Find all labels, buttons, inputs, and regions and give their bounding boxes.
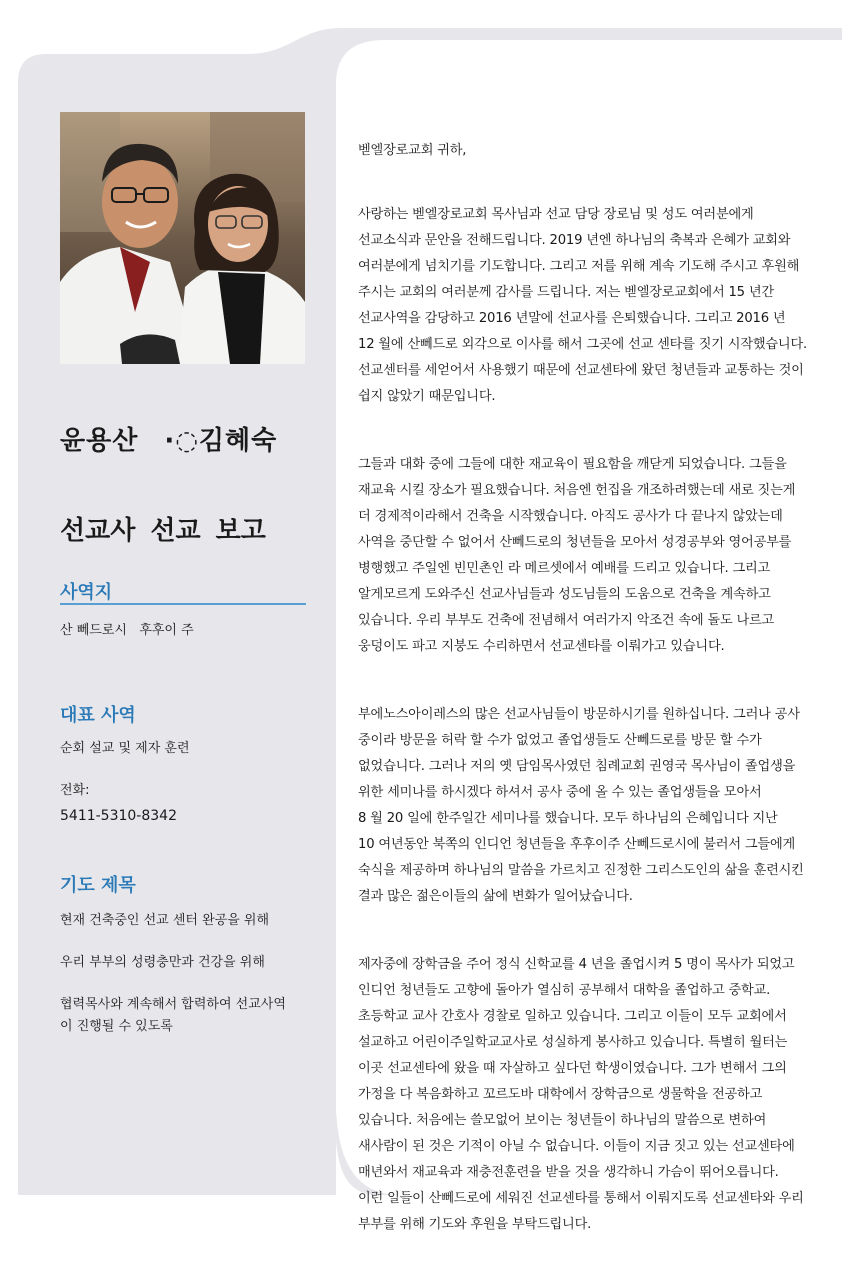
missionary-names [60, 420, 277, 457]
location-value: 산 뻬드로시 후후이 주 [60, 623, 194, 638]
phone-number: 5411-5310-8342 [60, 808, 177, 824]
letter-body [358, 112, 828, 1280]
letter-paragraph: 그들과 대화 중에 그들에 대한 재교육이 필요함을 깨닫게 되었습니다. 그들을 재교육 시킬 장소가 필요했습니다. 처음엔 헌집을 개조하려했는데 새로 짓는게 더 경제적이라해서 건축을 시작했습니다. 아직도 공사가 다 끝나지 않았는데 사역을 중단할 수 없어서 산뻬드로의 청년들을 모아서 성경공부와 영어공부를 병행했고 주일엔 빈민촌인 라 메르셋에서 예배를 드리고 있습니다. 그리고 알게모르게 도와주신 선교사님들과 성도님들의 도움으로 건축을 계속하고 있습니다. 우리 부부도 건축에 전념해서 여러가지 악조건 속에 돌도 나르고 웅덩이도 파고 지붕도 수리하면서 선교센타를 이뤄가고 있습니다. [358, 457, 796, 654]
missionary-couple-photo [60, 112, 305, 364]
prayer-item: 협력목사와 계속해서 합력하여 선교사역 이 진행될 수 있도록 [60, 997, 286, 1034]
letter-paragraph: 제자중에 장학금을 주어 정식 신학교를 4 년을 졸업시켜 5 명이 목사가 되었고 인디언 청년들도 고향에 돌아가 열심히 공부해서 대학을 졸업하고 중학교. 초등학교 교사 간호사 경찰로 일하고 있습니다. 그리고 이들이 모두 교회에서 설교하고 어린이주일학교교사로 성실하게 봉사하고 있습니다. 특별히 월터는 이곳 선교센타에 왔을 때 자살하고 싶다던 학생이였습니다. 그가 변해서 그의 가정을 다 복음화하고 꼬르도바 대학에서 장학금으로 생물학을 전공하고 있습니다. 처음에는 쓸모없어 보이는 청년들이 하나님의 말씀으로 변하여 새사람이 된 것은 기적이 아닐 수 없습니다. 이들이 지금 짓고 있는 선교센타에 매년와서 재교육과 재충전훈련을 받을 것을 생각하니 가슴이 뛰어오릅니다. 이런 일들이 산뻬드로에 세워진 선교센타를 통해서 이뤄지도록 선교센타와 우리 부부를 위해 기도와 후원을 부탁드립니다. [358, 957, 804, 1232]
letter-salutation: 벧엘장로교회 귀하, [358, 143, 467, 158]
ministry-value: 순회 설교 및 제자 훈련 [60, 741, 190, 756]
name-husband: 윤용산 [60, 426, 139, 456]
name-wife: ·◌김혜숙 [164, 426, 278, 456]
section-title-location: 사역지 [60, 582, 113, 603]
prayer-item: 현재 건축중인 선교 센터 완공을 위해 [60, 913, 270, 928]
phone-label: 전화: [60, 783, 90, 798]
section-title-prayer: 기도 제목 [60, 875, 136, 896]
section-divider [60, 603, 306, 605]
letter-paragraph: 사랑하는 벧엘장로교회 목사님과 선교 담당 장로님 및 성도 여러분에게 선교소식과 문안을 전해드립니다. 2019 년엔 하나님의 축복과 은혜가 교회와 여러분에게 넘치기를 기도합니다. 그리고 저를 위해 계속 기도해 주시고 후원해 주시는 교회의 여러분께 감사를 드립니다. 저는 벧엘장로교회에서 15 년간 선교사역을 감당하고 2016 년말에 선교사를 은퇴했습니다. 그리고 2016 년 12 월에 산뻬드로 외각으로 이사를 해서 그곳에 선교 센타를 짓기 시작했습니다. 선교센터를 세얻어서 사용했기 때문에 선교센타에 왔던 청년들과 교통하는 것이 쉽지 않았기 때문입니다. [358, 207, 808, 404]
report-title: 선교사 선교 보고 [60, 516, 266, 546]
prayer-item: 우리 부부의 성령충만과 건강을 위해 [60, 955, 265, 970]
letter-paragraph: 부에노스아이레스의 많은 선교사님들이 방문하시기를 원하십니다. 그러나 공사 중이라 방문을 허락 할 수가 없었고 졸업생들도 산뻬드로를 방문 할 수가 없었습니다. 그러나 저의 옛 담임목사였던 침례교회 권영국 목사님이 졸업생을 위한 세미나를 하시겠다 하셔서 공사 중에 올 수 있는 졸업생들을 모아서 8 월 20 일에 한주일간 세미나를 했습니다. 모두 하나님의 은혜입니다 지난 10 여년동안 북쪽의 인디언 청년들을 후후이주 산뻬드로시에 불러서 그들에게 숙식을 제공하며 하나님의 말씀을 가르치고 진정한 그리스도인의 삶을 훈련시킨 결과 많은 젊은이들의 삶에 변화가 일어났습니다. [358, 707, 804, 904]
section-title-ministry: 대표 사역 [60, 705, 136, 726]
